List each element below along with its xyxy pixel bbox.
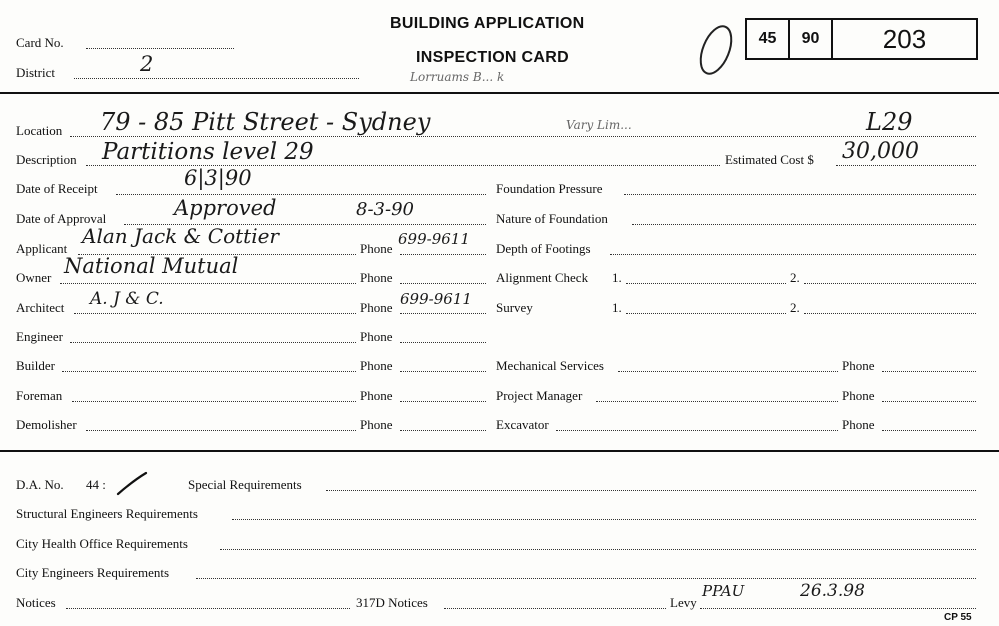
levy-label: Levy	[670, 595, 697, 610]
city-health-line	[220, 549, 976, 550]
city-engineers-line	[196, 578, 976, 579]
architect-phone-label: Phone	[360, 300, 393, 315]
owner-label: Owner	[16, 270, 52, 285]
foundation-pressure-label: Foundation Pressure	[496, 181, 603, 196]
structural-engineers-line	[232, 519, 976, 520]
box-2: 90	[788, 18, 833, 60]
estimated-cost-label: Estimated Cost $	[725, 152, 814, 167]
applicant-phone: 699-9611	[398, 230, 470, 248]
architect-line	[74, 313, 356, 314]
mechanical-services-label: Mechanical Services	[496, 358, 604, 373]
applicant-phone-line	[400, 254, 486, 255]
district-label: District	[16, 65, 55, 80]
architect-phone-line	[400, 313, 486, 314]
header-divider	[0, 92, 999, 94]
date-of-approval-label: Date of Approval	[16, 211, 107, 226]
excavator-phone-line	[882, 430, 976, 431]
architect-label: Architect	[16, 300, 65, 315]
alignment-check-num-1: 1.	[612, 270, 622, 285]
form-code: CP 55	[944, 612, 972, 623]
alignment-check-line-2	[804, 283, 976, 284]
project-manager-line	[596, 401, 838, 402]
foreman-label: Foreman	[16, 388, 63, 403]
levy-line	[700, 608, 976, 609]
notices-label: Notices	[16, 595, 56, 610]
city-health-label: City Health Office Requirements	[16, 536, 188, 551]
city-engineers-label: City Engineers Requirements	[16, 565, 170, 580]
applicant-phone-label: Phone	[360, 241, 393, 256]
circled-number	[742, 18, 743, 42]
project-manager-label: Project Manager	[496, 388, 583, 403]
structural-engineers-label: Structural Engineers Requirements	[16, 506, 198, 521]
mechanical-phone-label: Phone	[842, 358, 875, 373]
footer-divider	[0, 450, 999, 452]
engineer-phone-label: Phone	[360, 329, 393, 344]
da-no-value: 44 :	[86, 477, 106, 492]
circled-number-mark	[690, 18, 746, 80]
da-no-label: D.A. No.	[16, 477, 64, 492]
demolisher-phone-line	[400, 430, 486, 431]
title-line1: BUILDING APPLICATION	[390, 15, 585, 32]
nature-of-foundation-label: Nature of Foundation	[496, 211, 608, 226]
builder-phone-label: Phone	[360, 358, 393, 373]
box-1: 45	[745, 18, 790, 60]
date-of-approval-value: Approved	[174, 196, 277, 220]
description-line	[86, 165, 720, 166]
engineer-line	[70, 342, 356, 343]
title-line2: INSPECTION CARD	[416, 49, 569, 66]
excavator-line	[556, 430, 838, 431]
owner-line	[60, 283, 356, 284]
estimated-cost-value: 30,000	[842, 139, 919, 164]
district-line	[74, 78, 359, 79]
date-of-receipt-line	[116, 194, 486, 195]
foundation-pressure-line	[624, 194, 976, 195]
card-no-line	[86, 48, 234, 49]
location-level: L29	[866, 108, 913, 136]
engineer-phone-line	[400, 342, 486, 343]
levy-value: PPAU	[702, 582, 745, 600]
special-requirements-line	[326, 490, 976, 491]
owner-phone-line	[400, 283, 486, 284]
box-3: 203	[831, 18, 978, 60]
builder-line	[62, 371, 356, 372]
applicant-label: Applicant	[16, 241, 68, 256]
architect-value: A. J & C.	[90, 289, 164, 309]
survey-label: Survey	[496, 300, 533, 315]
district-value: 2	[140, 52, 154, 76]
foreman-phone-line	[400, 401, 486, 402]
foreman-line	[72, 401, 356, 402]
alignment-check-line-1	[626, 283, 786, 284]
survey-num-2: 2.	[790, 300, 800, 315]
card-no-label: Card No.	[16, 35, 64, 50]
demolisher-phone-label: Phone	[360, 417, 393, 432]
handwritten-subtitle: Lorruams B... k	[410, 70, 505, 84]
architect-phone: 699-9611	[400, 290, 472, 308]
date-of-approval-date: 8-3-90	[356, 199, 414, 220]
depth-of-footings-label: Depth of Footings	[496, 241, 591, 256]
description-label: Description	[16, 152, 77, 167]
alignment-check-num-2: 2.	[790, 270, 800, 285]
location-label: Location	[16, 123, 63, 138]
date-of-receipt-value: 6|3|90	[184, 166, 252, 190]
date-of-receipt-label: Date of Receipt	[16, 181, 98, 196]
owner-value: National Mutual	[64, 254, 239, 278]
notices-317d-label: 317D Notices	[356, 595, 428, 610]
project-manager-phone-line	[882, 401, 976, 402]
survey-num-1: 1.	[612, 300, 622, 315]
location-value: 79 - 85 Pitt Street - Sydney	[100, 108, 431, 136]
depth-of-footings-line	[610, 254, 976, 255]
owner-phone-label: Phone	[360, 270, 393, 285]
builder-label: Builder	[16, 358, 55, 373]
survey-line-1	[626, 313, 786, 314]
estimated-cost-line	[836, 165, 976, 166]
foreman-phone-label: Phone	[360, 388, 393, 403]
demolisher-label: Demolisher	[16, 417, 77, 432]
builder-phone-line	[400, 371, 486, 372]
location-note: Vary Lim...	[566, 118, 632, 132]
location-line	[70, 136, 976, 137]
notices-line	[66, 608, 350, 609]
nature-of-foundation-line	[632, 224, 976, 225]
engineer-label: Engineer	[16, 329, 63, 344]
survey-line-2	[804, 313, 976, 314]
description-value: Partitions level 29	[102, 139, 314, 165]
mechanical-phone-line	[882, 371, 976, 372]
mechanical-services-line	[618, 371, 838, 372]
project-manager-phone-label: Phone	[842, 388, 875, 403]
notices-317d-line	[444, 608, 666, 609]
excavator-label: Excavator	[496, 417, 549, 432]
levy-date: 26.3.98	[800, 581, 865, 601]
special-requirements-label: Special Requirements	[188, 477, 302, 492]
demolisher-line	[86, 430, 356, 431]
da-slash-mark	[114, 470, 150, 498]
applicant-value: Alan Jack & Cottier	[82, 224, 279, 248]
excavator-phone-label: Phone	[842, 417, 875, 432]
alignment-check-label: Alignment Check	[496, 270, 589, 285]
